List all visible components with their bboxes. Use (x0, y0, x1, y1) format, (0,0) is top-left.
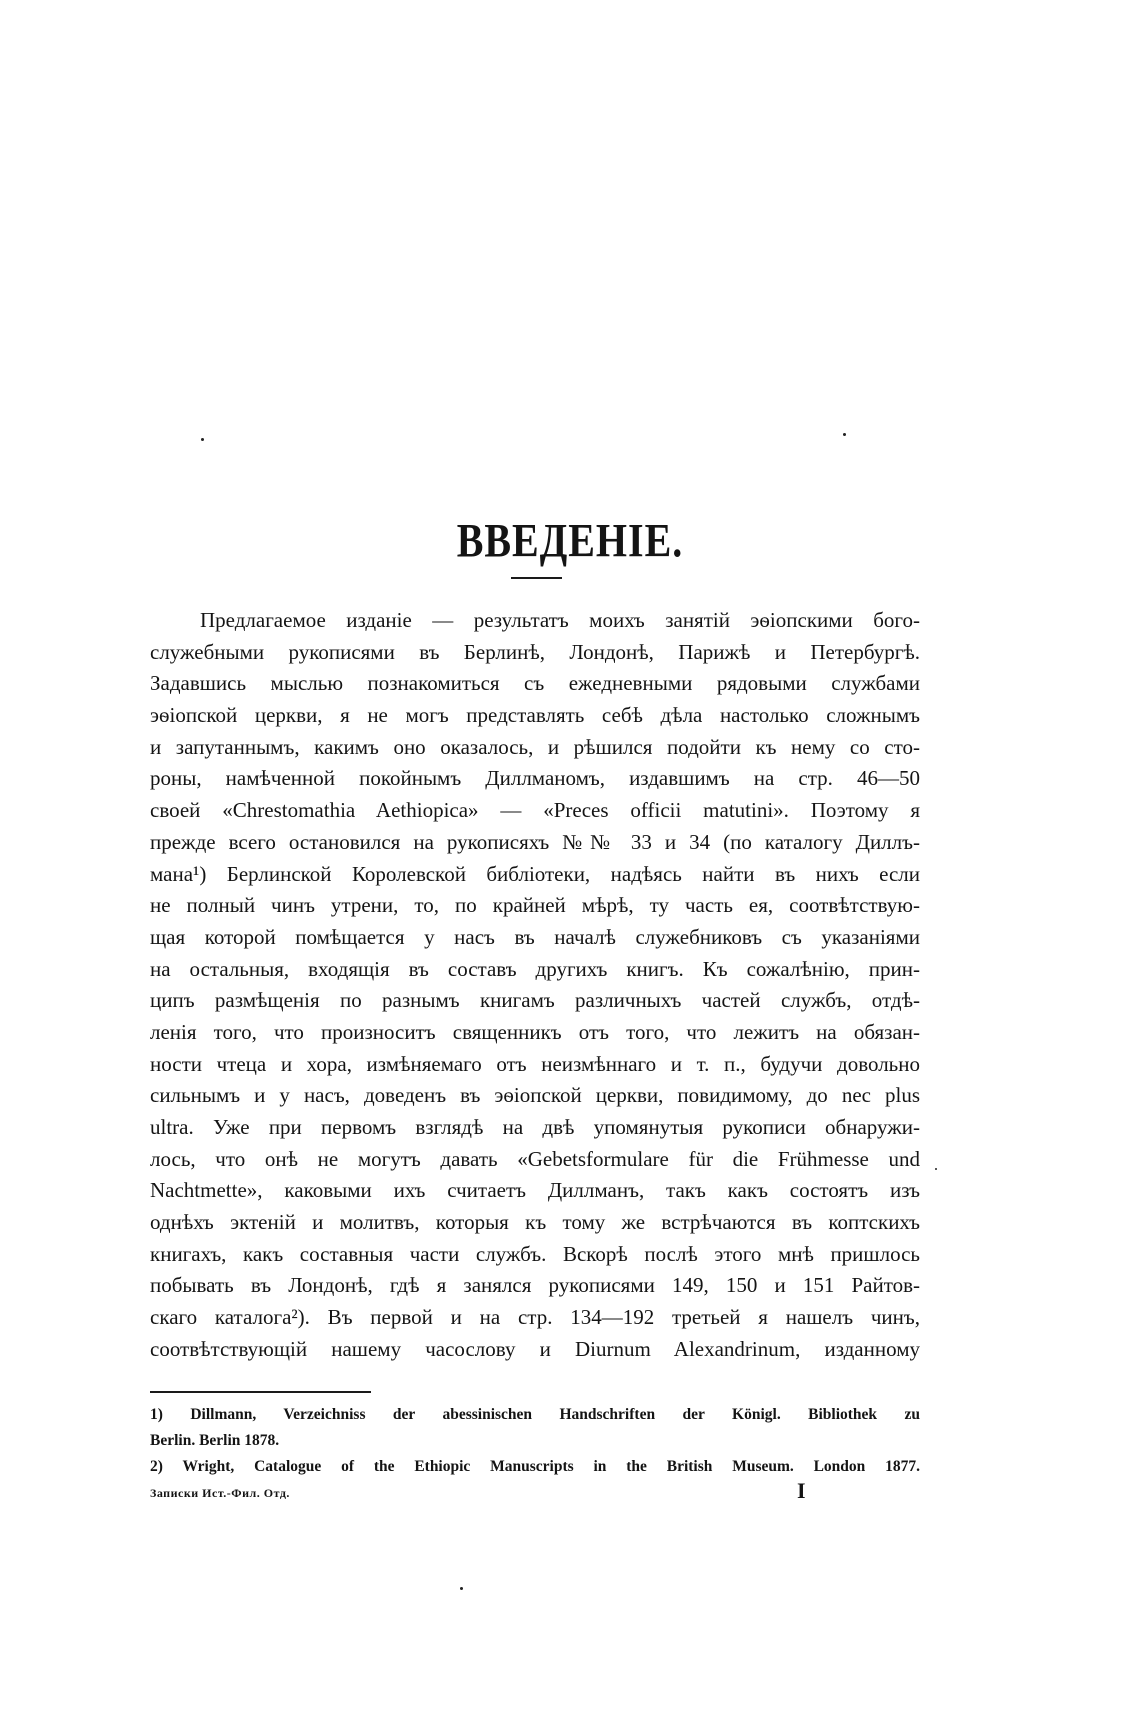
text-line: соотвѣтствующій нашему часослову и Diurnum Alexandrinum, изданному (150, 1336, 920, 1361)
scan-speck (201, 438, 204, 441)
text-line: сильнымъ и у насъ, доведенъ въ эѳіопской церкви, повидимому, до nec plus (150, 1083, 920, 1108)
text-line: прежде всего остановился на рукописяхъ №№ 33 и 34 (по каталогу Диллъ- (150, 829, 920, 854)
scan-speck (460, 1587, 463, 1590)
scan-speck (843, 433, 846, 436)
footnote-divider (150, 1391, 371, 1393)
text-line: своей «Chrestomathia Aethiopica» — «Preces officii matutini». Поэтому я (150, 798, 920, 823)
text-line: эѳіопской церкви, я не могъ представлять себѣ дѣла настолько сложнымъ (150, 703, 920, 728)
text-line: служебными рукописями въ Берлинѣ, Лондонѣ, Парижѣ и Петербургѣ. (150, 639, 920, 664)
title-divider (511, 577, 562, 579)
footnote-line: 1) Dillmann, Verzeichniss der abessinischen Handschriften der Königl. Bibliothek zu (150, 1406, 920, 1423)
text-line: Задавшись мыслью познакомиться съ ежедневными рядовыми службами (150, 671, 920, 696)
text-line: Предлагаемое изданіе — результатъ моихъ занятій эѳіопскими бого- (200, 608, 920, 632)
page-title: ВВЕДЕНІЕ. (456, 513, 684, 568)
page-number: I (797, 1478, 806, 1503)
text-line: скаго каталога²). Въ первой и на стр. 134—192 третьей я нашелъ чинъ, (150, 1305, 920, 1330)
text-line: ленія того, что произноситъ священникъ отъ того, что лежитъ на обязан- (150, 1019, 920, 1044)
body-text (150, 605, 920, 1366)
text-line: однѣхъ эктеній и молитвъ, которыя къ тому же встрѣчаются въ коптскихъ (150, 1210, 920, 1235)
text-line: Nachtmette», каковыми ихъ считаетъ Диллманъ, такъ какъ состоятъ изъ (150, 1178, 920, 1203)
text-line: щая которой помѣщается у насъ въ началѣ служебниковъ съ указаніями (150, 924, 920, 949)
text-line: мана¹) Берлинской Королевской библіотеки, надѣясь найти въ нихъ если (150, 861, 920, 886)
footnotes (150, 1402, 920, 1480)
footnote-line: 2) Wright, Catalogue of the Ethiopic Manuscripts in the British Museum. London 1877. (150, 1458, 920, 1475)
text-line: ципъ размѣщенія по разнымъ книгамъ различныхъ частей службъ, отдѣ- (150, 988, 920, 1013)
text-line: роны, намѣченной покойнымъ Диллманомъ, издавшимъ на стр. 46—50 (150, 766, 920, 791)
text-line: ultra. Уже при первомъ взглядѣ на двѣ упомянутыя рукописи обнаружи- (150, 1115, 920, 1139)
footnote-line: Berlin. Berlin 1878. (150, 1432, 280, 1449)
text-line: не полный чинъ утрени, то, по крайней мѣрѣ, ту часть ея, соотвѣтствую- (150, 893, 920, 918)
text-line: книгахъ, какъ составныя части службъ. Вскорѣ послѣ этого мнѣ пришлось (150, 1241, 920, 1266)
text-line: и запутаннымъ, какимъ оно оказалось, и рѣшился подойти къ нему со сто- (150, 734, 920, 759)
signature-mark: Записки Ист.-Фил. Отд. (150, 1486, 290, 1500)
text-line: побывать въ Лондонѣ, гдѣ я занялся рукописями 149, 150 и 151 Райтов- (150, 1273, 920, 1298)
text-line: ности чтеца и хора, измѣняемаго отъ неизмѣннаго и т. п., будучи довольно (150, 1051, 920, 1076)
text-line: лось, что онѣ не могутъ давать «Gebetsformulare für die Frühmesse und (150, 1146, 920, 1171)
text-line: на остальныя, входящія въ составъ другихъ книгъ. Къ сожалѣнію, прин- (150, 956, 920, 981)
scan-speck (935, 1168, 937, 1170)
